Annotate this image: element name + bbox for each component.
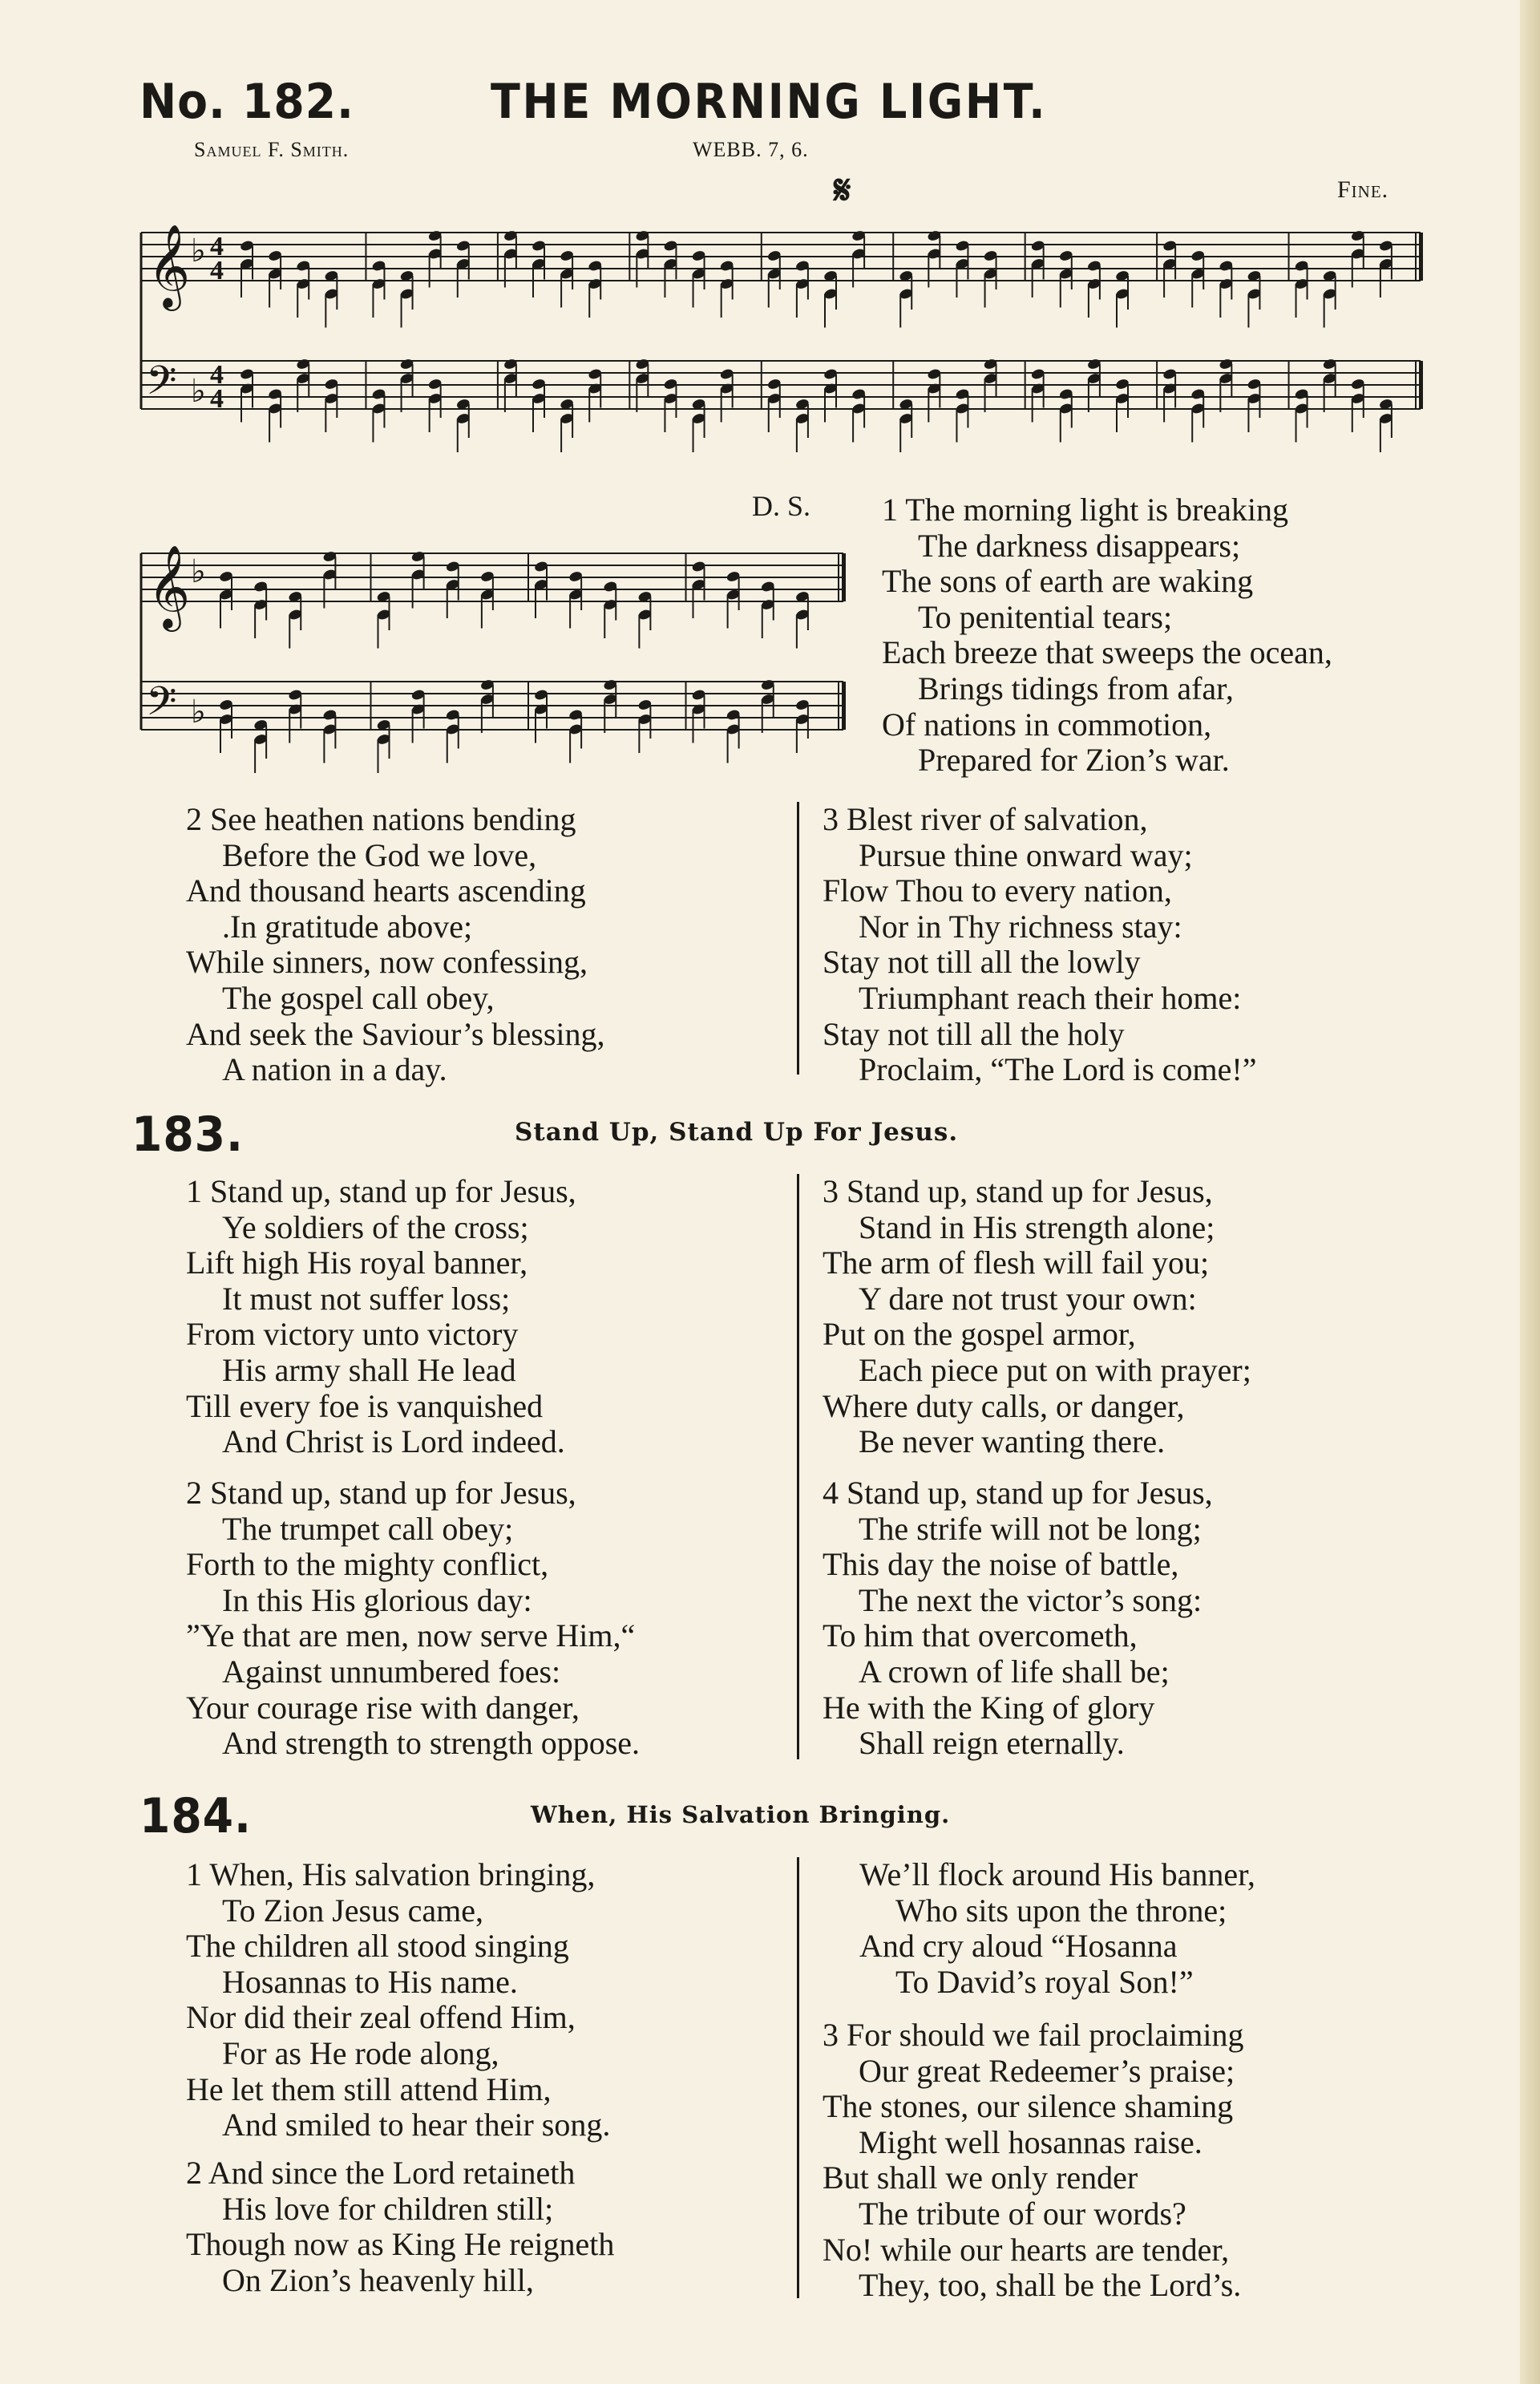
verse-line: The trumpet call obey; bbox=[222, 1510, 514, 1547]
verse-line: His army shall He lead bbox=[222, 1351, 516, 1388]
treble-clef-icon: 𝄞 bbox=[148, 544, 191, 629]
verse-line: 4 Stand up, stand up for Jesus, bbox=[823, 1475, 1213, 1511]
hymn-182-stanza-3 bbox=[823, 802, 1256, 1088]
verse-line: From victory unto victory bbox=[186, 1316, 519, 1353]
verse-line: Be never wanting there. bbox=[859, 1423, 1166, 1460]
flat-icon: ♭ bbox=[191, 373, 206, 409]
verse-line: The stones, our silence shaming bbox=[823, 2088, 1234, 2125]
verse-line: While sinners, now confessing, bbox=[186, 944, 588, 981]
verse-line: Nor in Thy richness stay: bbox=[859, 908, 1182, 945]
hymn-182-title: THE MORNING LIGHT. bbox=[491, 74, 1048, 130]
hymn-183-number: 183. bbox=[131, 1107, 244, 1163]
verse-line: To David’s royal Son!” bbox=[895, 1963, 1194, 2000]
verse-line: Our great Redeemer’s praise; bbox=[859, 2052, 1235, 2089]
verse-line: Though now as King He reigneth bbox=[186, 2226, 615, 2263]
verse-line: .In gratitude above; bbox=[222, 908, 473, 945]
verse-line: Shall reign eternally. bbox=[859, 1725, 1125, 1762]
verse-line: Brings tidings from afar, bbox=[918, 670, 1234, 706]
flat-icon: ♭ bbox=[191, 233, 206, 269]
verse-line: 2 Stand up, stand up for Jesus, bbox=[186, 1475, 576, 1511]
verse-line: The darkness disappears; bbox=[918, 527, 1241, 564]
verse-line: Before the God we love, bbox=[222, 836, 537, 873]
verse-line: Nor did their zeal offend Him, bbox=[186, 1999, 576, 2036]
verse-line: Proclaim, “The Lord is come!” bbox=[859, 1051, 1257, 1088]
double-barline bbox=[1419, 361, 1423, 409]
verse-line: Forth to the mighty conflict, bbox=[186, 1546, 549, 1583]
verse-line: Stay not till all the lowly bbox=[823, 944, 1141, 981]
verse-line: Each piece put on with prayer; bbox=[859, 1351, 1251, 1388]
hymn-183-stanza-4 bbox=[823, 1475, 1213, 1762]
verse-line: 3 Blest river of salvation, bbox=[823, 801, 1148, 837]
verse-line: 1 Stand up, stand up for Jesus, bbox=[186, 1173, 576, 1209]
verse-line: Till every foe is vanquished bbox=[186, 1387, 544, 1424]
column-divider bbox=[797, 1857, 799, 2298]
hymn-184-stanza-2 bbox=[186, 2155, 614, 2298]
time-signature: 4 bbox=[210, 256, 224, 285]
time-signature: 4 bbox=[210, 232, 224, 261]
flat-icon: ♭ bbox=[191, 553, 206, 589]
verse-line: And strength to strength oppose. bbox=[222, 1725, 641, 1762]
verse-line: On Zion’s heavenly hill, bbox=[222, 2261, 534, 2298]
segno-sign: 𝄋 bbox=[834, 168, 851, 212]
ds-mark: D. S. bbox=[752, 490, 811, 522]
hymn-183-stanza-3 bbox=[823, 1174, 1251, 1460]
verse-line: The children all stood singing bbox=[186, 1928, 569, 1965]
verse-line: Triumphant reach their home: bbox=[859, 979, 1242, 1016]
bass-clef-icon: 𝄢 bbox=[146, 358, 177, 414]
verse-line: ”Ye that are men, now serve Him,“ bbox=[186, 1617, 636, 1654]
double-barline bbox=[842, 682, 846, 730]
verse-line: Lift high His royal banner, bbox=[186, 1245, 528, 1281]
verse-line: And smiled to hear their song. bbox=[222, 2107, 611, 2143]
verse-line: Pursue thine onward way; bbox=[859, 836, 1193, 873]
verse-line: The strife will not be long; bbox=[859, 1510, 1202, 1547]
verse-line: In this His glorious day: bbox=[222, 1581, 532, 1618]
verse-line: Who sits upon the throne; bbox=[895, 1892, 1227, 1929]
verse-line: Ye soldiers of the cross; bbox=[222, 1208, 529, 1245]
verse-line: Where duty calls, or danger, bbox=[823, 1387, 1185, 1424]
hymn-184-stanza-2-continued bbox=[859, 1857, 1255, 2000]
verse-line: The sons of earth are waking bbox=[882, 563, 1254, 600]
page-edge bbox=[1520, 0, 1540, 2384]
verse-line: Hosannas to His name. bbox=[222, 1963, 518, 2000]
verse-line: His love for children still; bbox=[222, 2190, 554, 2227]
hymn-182-stanza-2 bbox=[186, 802, 605, 1088]
verse-line: 1 The morning light is breaking bbox=[882, 492, 1288, 528]
verse-line: Against unnumbered foes: bbox=[222, 1653, 561, 1690]
fine-mark: Fine. bbox=[1337, 176, 1389, 203]
verse-line: To Zion Jesus came, bbox=[222, 1892, 484, 1929]
hymn-183-stanza-1 bbox=[186, 1174, 576, 1460]
verse-line: To penitential tears; bbox=[918, 598, 1173, 635]
hymn-184-stanza-1 bbox=[186, 1857, 610, 2143]
verse-line: Each breeze that sweeps the ocean, bbox=[882, 634, 1332, 671]
hymn-184-number: 184. bbox=[139, 1788, 252, 1844]
verse-line: We’ll flock around His banner, bbox=[859, 1856, 1255, 1892]
double-barline bbox=[842, 553, 846, 601]
verse-line: He let them still attend Him, bbox=[186, 2070, 552, 2107]
column-divider bbox=[797, 1174, 799, 1759]
verse-line: And thousand hearts ascending bbox=[186, 872, 586, 909]
verse-line: Might well hosannas raise. bbox=[859, 2123, 1202, 2160]
verse-line: 2 See heathen nations bending bbox=[186, 801, 576, 837]
verse-line: And seek the Saviour’s blessing, bbox=[186, 1015, 605, 1052]
verse-line: 3 Stand up, stand up for Jesus, bbox=[823, 1173, 1213, 1209]
verse-line: Flow Thou to every nation, bbox=[823, 872, 1172, 909]
verse-line: The gospel call obey, bbox=[222, 979, 495, 1016]
hymn-182-number: No. 182. bbox=[139, 74, 354, 130]
verse-line: It must not suffer loss; bbox=[222, 1280, 511, 1317]
verse-line: Put on the gospel armor, bbox=[823, 1316, 1136, 1353]
verse-line: No! while our hearts are tender, bbox=[823, 2231, 1230, 2268]
music-system-1 bbox=[136, 192, 1427, 457]
hymn-182-author: Samuel F. Smith. bbox=[194, 138, 350, 161]
hymn-182-stanza-1 bbox=[882, 492, 1332, 779]
verse-line: Of nations in commotion, bbox=[882, 706, 1212, 743]
time-signature: 4 bbox=[210, 360, 224, 390]
hymn-184-title: When, His Salvation Bringing. bbox=[531, 1801, 951, 1828]
verse-line: Stay not till all the holy bbox=[823, 1015, 1125, 1052]
music-system-2 bbox=[136, 513, 850, 778]
verse-line: To him that overcometh, bbox=[823, 1617, 1138, 1654]
verse-line: Your courage rise with danger, bbox=[186, 1689, 580, 1726]
verse-line: The tribute of our words? bbox=[859, 2195, 1186, 2232]
verse-line: And cry aloud “Hosanna bbox=[859, 1928, 1178, 1965]
verse-line: Stand in His strength alone; bbox=[859, 1208, 1215, 1245]
hymn-184-stanza-3 bbox=[823, 2018, 1243, 2304]
verse-line: The arm of flesh will fail you; bbox=[823, 1245, 1210, 1281]
verse-line: He with the King of glory bbox=[823, 1689, 1155, 1726]
verse-line: 2 And since the Lord retaineth bbox=[186, 2155, 576, 2191]
bass-clef-icon: 𝄢 bbox=[146, 678, 177, 735]
verse-line: The next the victor’s song: bbox=[859, 1581, 1202, 1618]
verse-line: A nation in a day. bbox=[222, 1051, 447, 1088]
verse-line: A crown of life shall be; bbox=[859, 1653, 1170, 1690]
verse-line: Y dare not trust your own: bbox=[859, 1280, 1197, 1317]
verse-line: 3 For should we fail proclaiming bbox=[823, 2017, 1244, 2053]
treble-clef-icon: 𝄞 bbox=[148, 224, 191, 308]
hymn-183-stanza-2 bbox=[186, 1475, 640, 1762]
double-barline bbox=[1419, 233, 1423, 281]
verse-line: They, too, shall be the Lord’s. bbox=[859, 2267, 1242, 2304]
verse-line: 1 When, His salvation bringing, bbox=[186, 1856, 596, 1892]
hymn-183-title: Stand Up, Stand Up For Jesus. bbox=[515, 1118, 959, 1147]
column-divider bbox=[797, 802, 799, 1075]
flat-icon: ♭ bbox=[191, 694, 206, 730]
hymn-182-tune: WEBB. 7, 6. bbox=[693, 138, 809, 161]
verse-line: And Christ is Lord indeed. bbox=[222, 1423, 565, 1460]
time-signature: 4 bbox=[210, 384, 224, 414]
verse-line: This day the noise of battle, bbox=[823, 1546, 1179, 1583]
verse-line: Prepared for Zion’s war. bbox=[918, 742, 1230, 779]
verse-line: For as He rode along, bbox=[222, 2034, 499, 2071]
verse-line: But shall we only render bbox=[823, 2159, 1138, 2196]
